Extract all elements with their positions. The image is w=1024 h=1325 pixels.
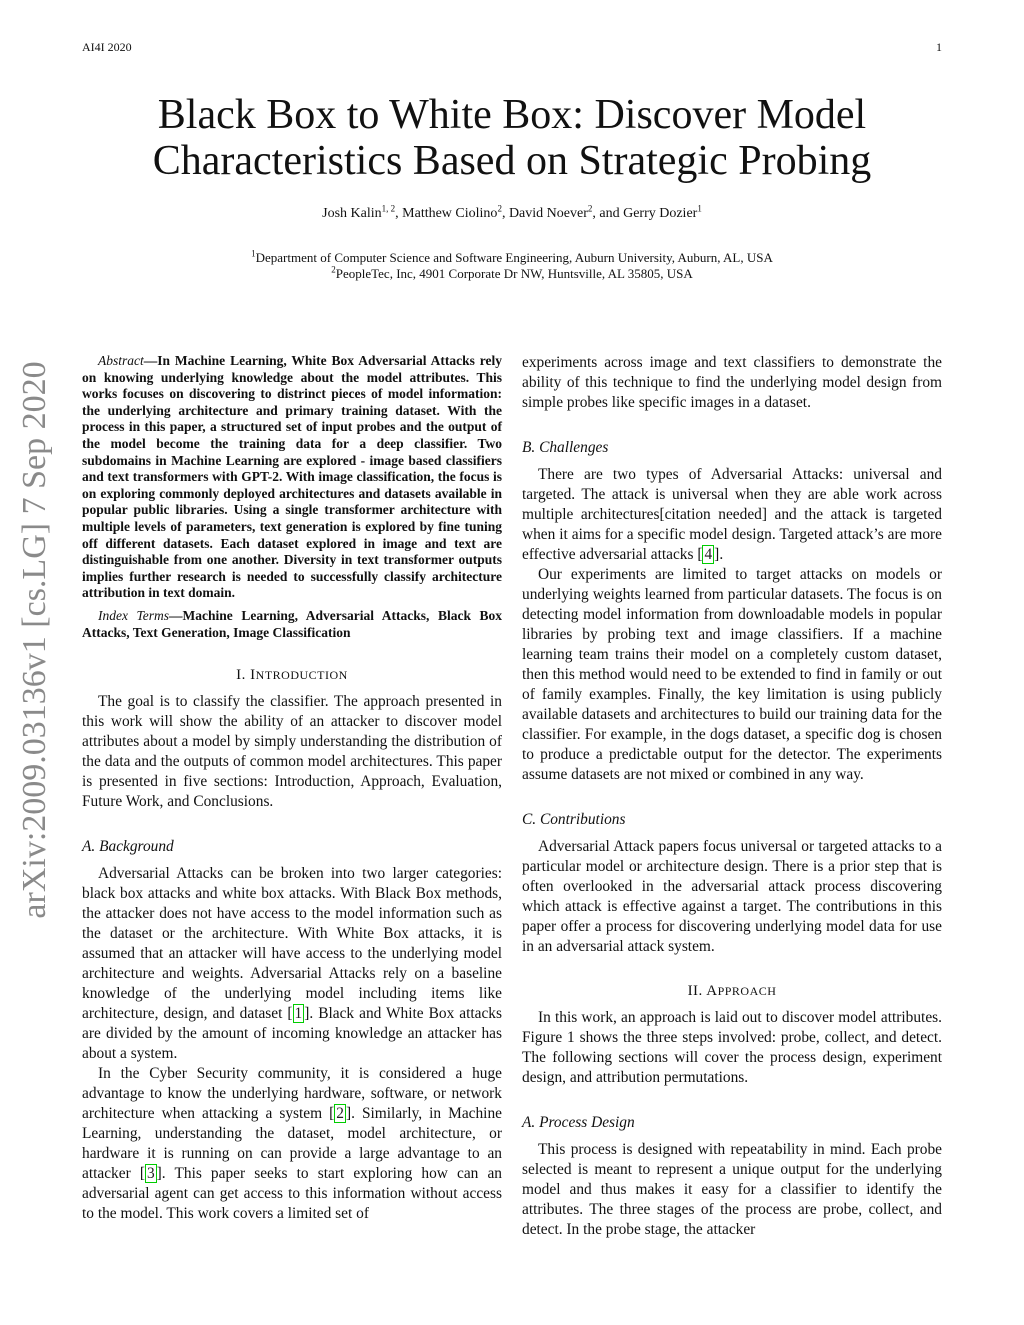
index-terms: [82, 608, 502, 641]
page-number: 1: [936, 40, 942, 54]
affiliation-text: PeopleTec, Inc, 4901 Corporate Dr NW, Huntsville, AL 35805, USA: [335, 266, 693, 281]
author-name: Josh Kalin: [322, 206, 382, 221]
background-paragraph-1: Adversarial Attacks can be broken into two larger categories: black box attacks and white box attacks. With Black Box methods, the attacker does not have access to the model information such as the dataset or the architecture. With White Box attacks, it is assumed that an attacker will have access to the underlying model architecture and weights. Adversarial Attacks rely on a baseline knowledge of the underlying model including items like architecture, design, and dataset [ 1 ]. Black and White Box attacks are divided by the amount of incoming knowledge an attacker has about a system.: [82, 865, 502, 1063]
author-affil-sup: 2: [587, 203, 593, 214]
section-heading-introduction: [82, 667, 502, 684]
subsection-heading-contributions: C. Contributions: [522, 811, 626, 828]
author-list: [82, 203, 942, 222]
title-line-1: Black Box to White Box: Discover Model: [157, 92, 867, 138]
paper-title: [82, 92, 942, 184]
left-column: [82, 353, 502, 1224]
author-name: David Noever: [508, 206, 588, 221]
affiliation-sup: 2: [331, 264, 336, 275]
approach-paragraph: In this work, an approach is laid out to discover model attributes. Figure 1 shows the three steps involved: probe, collect, and detect. The following sections will cover the process design, experiment design, and attribution permutations.: [522, 1009, 942, 1086]
author-separator: , and: [592, 206, 624, 221]
section-title-rest: PPROACH: [717, 984, 777, 998]
affiliations: [82, 250, 942, 282]
process-design-paragraph: This process is designed with repeatability in mind. Each probe selected is meant to represent a unique output for the underlying model and thus makes it easy for a classifier to identify the attributes. The three stages of the process are probe, collect, and detect. In the probe stage, the attacker: [522, 1141, 942, 1238]
affiliation-line: [82, 266, 942, 282]
paragraph-text: There are two types of Adversarial Attacks: universal and targeted. The attack is universal when they are able work across multiple architectures[citation needed] and the attack is targeted when it aims for a specific model design. Targeted attack’s are more effective adversarial attacks: [522, 466, 942, 563]
section-number: II.: [687, 983, 707, 999]
section-title-initial: A: [706, 983, 718, 999]
paragraph-text: Adversarial Attacks can be broken into two larger categories: black box attacks and white box attacks. With Black Box methods, the attacker does not have access to the model information such as the dataset or the architecture. With White Box attacks, it is assumed that an attacker will have access to the underlying model architecture and weights. Adversarial Attacks rely on a baseline knowledge of the underlying model including items like architecture, design, and dataset: [82, 865, 502, 1023]
affiliation-text: Department of Computer Science and Software Engineering, Auburn University, Auburn, AL, USA: [255, 250, 773, 265]
challenges-paragraph-2: Our experiments are limited to target attacks on models or underlying weights learned from particular datasets. The focus is on detecting model information from downloadable models in popular libraries by probing text and image classifiers. If a machine learning team trains their model on a completely custom dataset, then this method would need to be extended to find in family or out of family examples. Finally, the key limitation is using publicly available datasets and architectures to build our training data for the classifier. For example, in the dogs dataset, a specific dog is chosen to produce a predictable output for the detector. The experiments assume datasets are not mixed or combined in any way.: [522, 566, 942, 783]
continued-paragraph: experiments across image and text classifiers to demonstrate the ability of this technique to find the underlying model design from simple probes like specific images in a dataset.: [522, 354, 942, 411]
background-paragraph-2: In the Cyber Security community, it is considered a huge advantage to know the underlying hardware, software, or network architecture when attacking a system [ 2 ]. Similarly, in Machine Learning, understanding the dataset, model architecture, or hardware it is running on can provide a large advantage to an attacker [ 3 ]. This paper seeks to start exploring how can an adversarial agent can get access to this information without access to the model. This work covers a limited set of: [82, 1065, 503, 1223]
paragraph-text: .: [719, 546, 724, 563]
author-separator: ,: [395, 206, 403, 221]
author-affil-sup: 1: [697, 203, 702, 214]
author-separator: ,: [501, 206, 509, 221]
subsection-heading-challenges: B. Challenges: [522, 439, 609, 456]
author-name: Gerry Dozier: [623, 206, 698, 221]
author-affil-sup: 2: [497, 203, 502, 214]
contributions-paragraph: Adversarial Attack papers focus universal or targeted attacks to a particular model or architecture design. There is a prior step that is often overlooked in the adversarial attack process discovering which attack is effective against a target. The contributions in this paper offer a process for discovering underlying model data for use in an adversarial attack system.: [522, 838, 942, 955]
citation-link[interactable]: 1: [294, 1005, 303, 1023]
section-heading-approach: [522, 983, 942, 1000]
citation-link[interactable]: 3: [146, 1165, 155, 1183]
section-title-initial: I: [250, 667, 256, 684]
paragraph-text: . Black and White Box attacks are divided by the amount of incoming knowledge an attacker has about a system.: [82, 1005, 502, 1063]
affiliation-line: [82, 250, 942, 266]
paragraph-text: . Similarly, in Machine Learning, understanding the dataset, model architecture, or hardware it is running on can provide a large advantage to an attacker: [82, 1105, 502, 1183]
citation-link[interactable]: 2: [336, 1105, 344, 1123]
section-number: I.: [236, 667, 251, 684]
abstract-label: Abstract: [98, 353, 144, 368]
arxiv-stamp: arXiv:2009.03136v1 [cs.LG] 7 Sep 2020: [16, 361, 53, 919]
right-column: [522, 353, 942, 1240]
section-title-rest: NTRODUCTION: [255, 668, 348, 683]
subsection-heading-background: A. Background: [82, 838, 174, 856]
author-affil-sup: 1, 2: [381, 203, 396, 214]
abstract: [82, 353, 502, 602]
paragraph-text: . This paper seeks to start exploring how can an adversarial agent can get access to this information without access to the model. This work covers a limited set of: [82, 1165, 503, 1223]
intro-paragraph: The goal is to classify the classifier. The approach presented in this work will show the ability of an attacker to discover model attributes about a model by simply understanding the distribution of the data and the outputs of common model architectures. This paper is presented in five sections: Introduction, Approach, Evaluation, Future Work, and Conclusions.: [82, 693, 502, 811]
citation-link[interactable]: 4: [704, 546, 713, 563]
index-terms-label: Index Terms: [98, 607, 170, 623]
author-name: Matthew Ciolino: [402, 206, 498, 221]
abstract-text: —In Machine Learning, White Box Adversarial Attacks rely on knowing underlying knowledge about the model attributes. This works focuses on discovering to distrinct pieces of model information: the underlying architecture and primary training dataset. With the process in this paper, a structured set of input probes and the output of the model become the training data for a deep classifier. Two subdomains in Machine Learning are explored - image based classifiers and text transformers with GPT-2. With image classification, the focus is on exploring commonly deployed architectures and datasets available in popular public libraries. Using a single transformer architecture with multiple levels of parameters, text generation is explored by fine tuning off different datasets. Each dataset explored in image and text are distinguishable from one another. Diversity in text transformer outputs implies further research is needed to successfully classify architecture attribution in text domain.: [82, 353, 502, 601]
challenges-paragraph-1: There are two types of Adversarial Attacks: universal and targeted. The attack is universal when they are able work across multiple architectures[citation needed] and the attack is targeted when it aims for a specific model design. Targeted attack’s are more effective adversarial attacks [ 4 ].: [522, 466, 942, 563]
affiliation-sup: 1: [251, 248, 256, 259]
paragraph-text: In the Cyber Security community, it is considered a huge advantage to know the underlying hardware, software, or network architecture when attacking a system: [82, 1065, 502, 1123]
running-header-venue: AI4I 2020: [82, 40, 132, 54]
title-line-2: Characteristics Based on Strategic Probing: [152, 138, 872, 184]
subsection-heading-process-design: A. Process Design: [522, 1114, 635, 1131]
index-terms-text: —Machine Learning, Adversarial Attacks, Black Box Attacks, Text Generation, Image Classification: [82, 607, 503, 640]
